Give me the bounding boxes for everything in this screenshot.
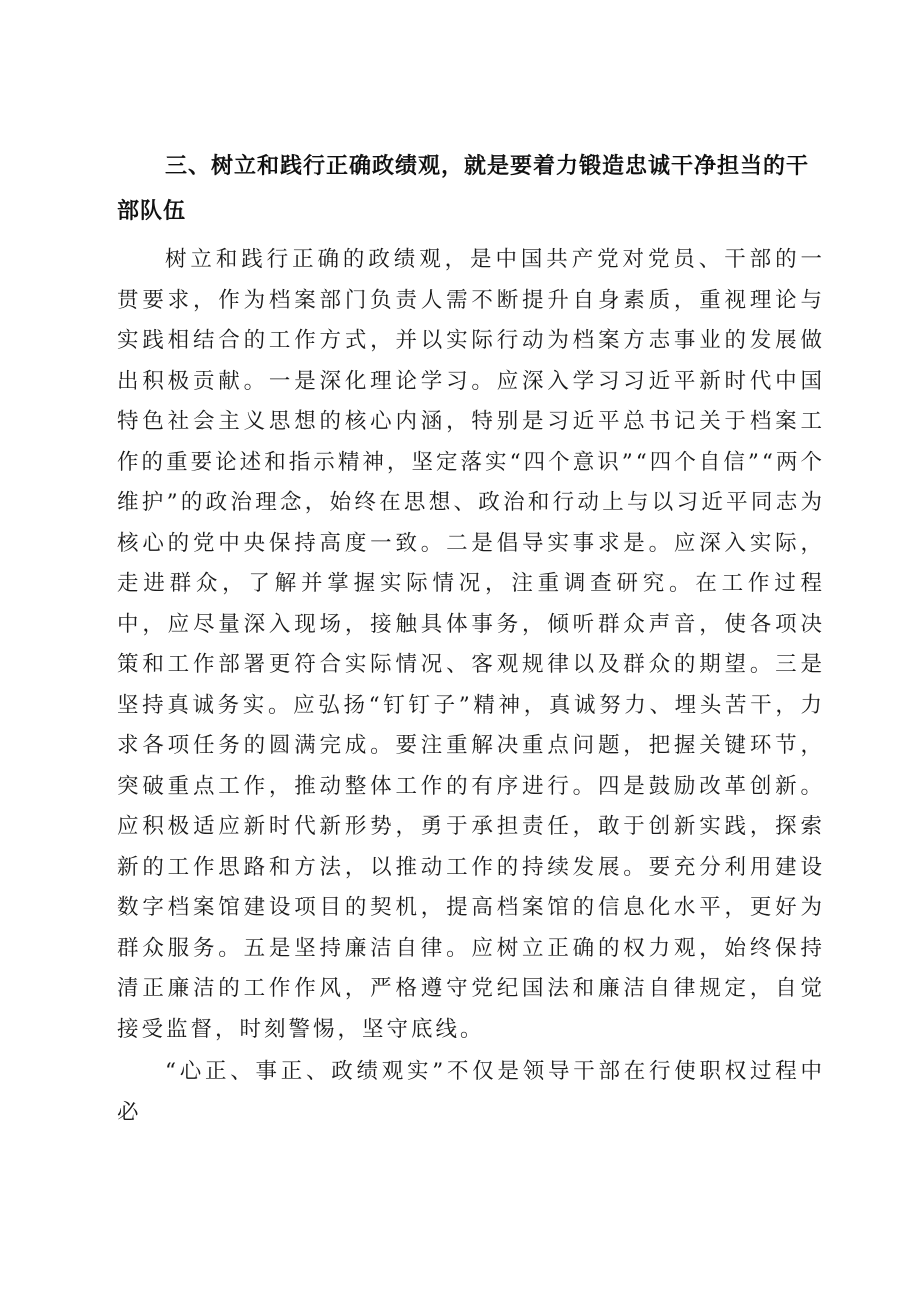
body-paragraph-continued: “心正、事正、政绩观实”不仅是领导干部在行使职权过程中必 xyxy=(117,1059,825,1125)
body-paragraph: 树立和践行正确的政绩观，是中国共产党对党员、干部的一贯要求，作为档案部门负责人需不断提升自身素质，重视理论与实践相结合的工作方式，并以实际行动为档案方志事业的发展做出积极贡献。一是深化理论学习。应深入学习习近平新时代中国特色社会主义思想的核心内涵，特别是习近平总书记关于档案工作的重要论述和指示精神，坚定落实“四个意识”“四个自信”“两个维护”的政治理念，始终在思想、政治和行动上与以习近平同志为核心的党中央保持高度一致。二是倡导实事求是。应深入实际，走进群众，了解并掌握实际情况，注重调查研究。在工作过程中，应尽量深入现场，接触具体事务，倾听群众声音，使各项决策和工作部署更符合实际情况、客观规律以及群众的期望。三是坚持真诚务实。应弘扬“钉钉子”精神，真诚努力、埋头苦干，力求各项任务的圆满完成。要注重解决重点问题，把握关键环节，突破重点工作，推动整体工作的有序进行。四是鼓励改革创新。应积极适应新时代新形势，勇于承担责任，敢于创新实践，探索新的工作思路和方法，以推动工作的持续发展。要充分利用建设数字档案馆建设项目的契机，提高档案馆的信息化水平，更好为群众服务。五是坚持廉洁自律。应树立正确的权力观，始终保持清正廉洁的工作作风，严格遵守党纪国法和廉洁自律规定，自觉接受监督，时刻警惕，坚守底线。 xyxy=(117,247,825,1042)
section-heading: 三、树立和践行正确政绩观，就是要着力锻造忠诚干净担当的干部队伍 xyxy=(117,154,810,224)
document-body xyxy=(117,144,825,1133)
